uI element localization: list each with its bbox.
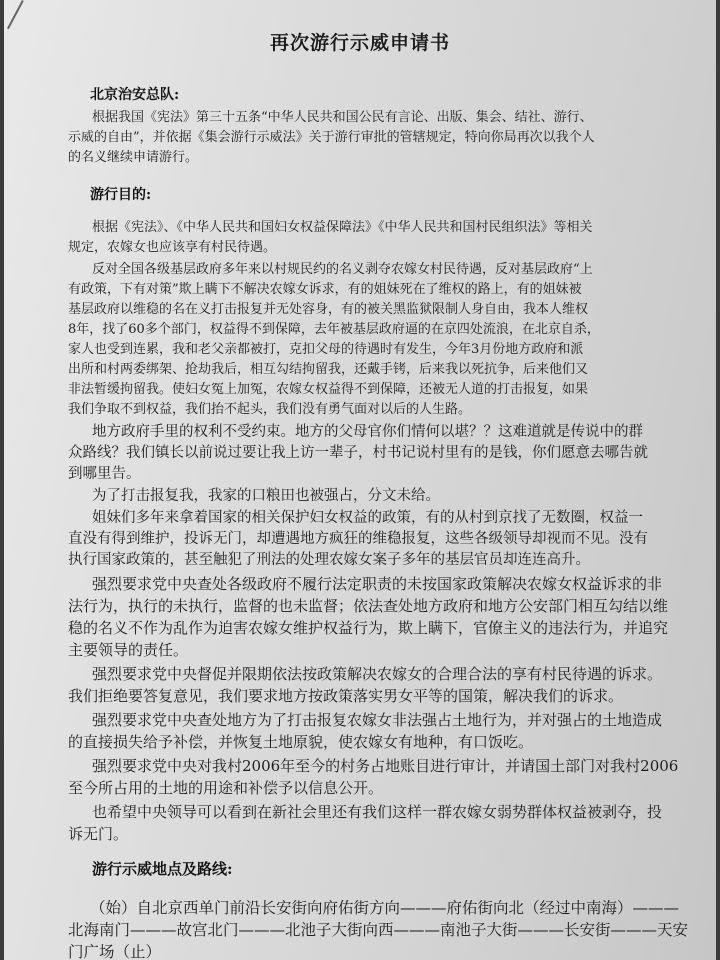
fold-mark: [7, 0, 24, 29]
purpose-line: 稳的名义不作为乱作为迫害农嫁女维护权益行为，欺上瞒下，官僚主义的违法行为，并追究: [68, 619, 669, 637]
purpose-line: 强烈要求党中央对我村2006年至今的村务占地账目进行审计，并请国土部门对我村2006: [92, 757, 679, 775]
intro-line: 示威的自由”，并依据《集会游行示威法》关于游行审批的管辖规定，特向你局再次以我个人: [68, 130, 595, 145]
purpose-line: 为了打击报复我，我家的口粮田也被强占，分文未给。: [92, 488, 440, 504]
purpose-line: 我们争取不到权益，我们抬不起头，我们没有勇气面对以后的人生路。: [68, 402, 472, 417]
intro-line: 根据我国《宪法》第三十五条“中华人民共和国公民有言论、出版、集会、结社、游行、: [92, 110, 593, 125]
purpose-line: 8年，找了60多个部门，权益得不到保障，去年被基层政府逼的在京四处流浪，在北京自杀，: [68, 322, 600, 337]
purpose-line: 根据《宪法》、《中华人民共和国妇女权益保障法》《中华人民共和国村民组织法》等相关: [92, 220, 593, 235]
purpose-line: 也希望中央领导可以看到在新社会里还有我们这样一群农嫁女弱势群体权益被剥夺，投: [92, 803, 663, 821]
purpose-line: 出所和村两委绑架、抢劫我后，相互勾结拘留我，还戴手铐，后来我以死抗争，后来他们又: [68, 362, 589, 377]
document-page: [4, 0, 716, 960]
purpose-line: 执行国家政策的，甚至触犯了刑法的处理农嫁女案子多年的基层官员却连连高升。: [68, 552, 590, 568]
purpose-line: 强烈要求党中央查处各级政府不履行法定职责的未按国家政策解决农嫁女权益诉求的非: [92, 575, 663, 593]
purpose-line: 诉无门。: [68, 825, 129, 843]
purpose-line: 直没有得到维护，投诉无门，却遭遇地方疯狂的维稳报复，这些各级领导却视而不见。没有: [68, 531, 648, 547]
intro-line: 的名义继续申请游行。: [68, 150, 199, 165]
addressee: 北京治安总队:: [90, 87, 180, 103]
purpose-line: 有政策，下有对策”欺上瞒下不解决农嫁女诉求，有的姐妹死在了维权的路上，有的姐妹被: [68, 282, 582, 297]
route-line: 北海南门———故宫北门———北池子大街向西———南池子大街———长安街———天安: [68, 921, 689, 939]
purpose-line: 的直接损失给予补偿，并恢复土地原貌，使农嫁女有地种，有口饭吃。: [68, 733, 534, 751]
route-line: 门广场（止）: [68, 943, 162, 960]
purpose-line: 反对全国各级基层政府多年来以村规民约的名义剥夺农嫁女村民待遇，反对基层政府“上: [92, 262, 593, 277]
document-title: 再次游行示威申请书: [269, 32, 450, 54]
purpose-line: 强烈要求党中央督促并限期依法按政策解决农嫁女的合理合法的享有村民待遇的诉求。: [92, 665, 663, 683]
purpose-line: 到哪里告。: [68, 466, 141, 482]
purpose-line: 法行为，执行的未执行，监督的也未监督；依法查处地方政府和地方公安部门相互勾结以维: [68, 597, 669, 615]
purpose-line: 基层政府以维稳的名在义打击报复并无处容身，有的被关黑监狱限制人身自由，我本人维权: [68, 302, 589, 317]
purpose-line: 众路线？我们镇长以前说过要让我上访一辈子，村书记说村里有的是钱，你们愿意去哪告就: [68, 445, 648, 461]
purpose-line: 姐妹们多年来拿着国家的相关保护妇女权益的政策，有的从村到京找了无数圈，权益一: [92, 510, 643, 526]
purpose-line: 规定，农嫁女也应该享有村民待遇。: [68, 240, 277, 255]
purpose-line: 主要领导的责任。: [68, 641, 189, 659]
route-heading: 游行示威地点及路线:: [92, 860, 233, 878]
route-line: （始）自北京西单门前沿长安街向府佑街方向———府佑街向北（经过中南海）———: [90, 899, 680, 917]
purpose-heading: 游行目的:: [90, 187, 152, 203]
purpose-line: 家人也受到连累，我和老父亲都被打，克扣父母的待遇时有发生，今年3月份地方政府和派: [68, 342, 584, 357]
purpose-line: 我们拒绝要答复意见，我们要求地方按政策落实男女平等的国策，解决我们的诉求。: [68, 687, 624, 705]
purpose-line: 至今所占用的土地的用途和补偿予以信息公开。: [68, 779, 384, 797]
purpose-line: 地方政府手里的权利不受约束。地方的父母官你们情何以堪？？这难道就是传说中的群: [92, 424, 643, 440]
purpose-line: 强烈要求党中央查处地方为了打击报复农嫁女非法强占土地行为，并对强占的土地造成: [92, 711, 663, 729]
purpose-line: 非法暂缓拘留我。使妇女冤上加冤，农嫁女权益得不到保障，还被无人道的打击报复，如果: [68, 382, 589, 397]
